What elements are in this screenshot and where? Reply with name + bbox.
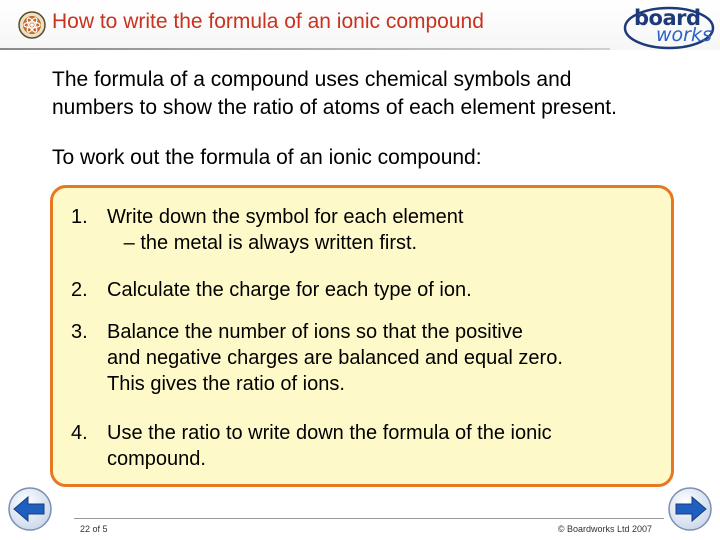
page-number: 22 of 5 <box>80 524 108 534</box>
boardworks-logo <box>622 6 716 52</box>
step-text-line: – the metal is always written first. <box>107 232 418 254</box>
step-3 <box>71 319 661 397</box>
step-number: 3. <box>71 321 88 343</box>
step-number: 4. <box>71 422 88 444</box>
intro-line-1: The formula of a compound uses chemical symbols and <box>52 68 572 91</box>
title-divider <box>0 48 610 50</box>
copyright: © Boardworks Ltd 2007 <box>557 524 652 534</box>
step-text-line: Balance the number of ions so that the positive <box>107 321 523 343</box>
steps-box <box>50 185 674 487</box>
intro-text <box>52 66 712 122</box>
atom-icon <box>18 11 46 39</box>
page-title: How to write the formula of an ionic compound <box>52 10 484 33</box>
arrow-right-icon[interactable] <box>666 486 714 532</box>
step-text-line: compound. <box>107 448 206 470</box>
lead-text: To work out the formula of an ionic compound: <box>52 146 482 169</box>
footer-divider <box>74 518 664 519</box>
step-text-line: This gives the ratio of ions. <box>107 373 345 395</box>
step-number: 2. <box>71 279 88 301</box>
step-1 <box>71 204 661 256</box>
logo-text-board: board <box>634 6 701 30</box>
logo-text-works: works <box>656 24 712 46</box>
title-bar <box>0 0 720 50</box>
step-text-line: Write down the symbol for each element <box>107 206 464 228</box>
arrow-left-icon[interactable] <box>6 486 54 532</box>
step-text-line: Use the ratio to write down the formula of the ionic <box>107 422 552 444</box>
step-text-line: Calculate the charge for each type of ion. <box>107 279 472 301</box>
step-4 <box>71 420 661 472</box>
intro-line-2: numbers to show the ratio of atoms of each element present. <box>52 96 617 119</box>
step-number: 1. <box>71 206 88 228</box>
step-text-line: and negative charges are balanced and equal zero. <box>107 347 563 369</box>
step-2 <box>71 277 661 303</box>
